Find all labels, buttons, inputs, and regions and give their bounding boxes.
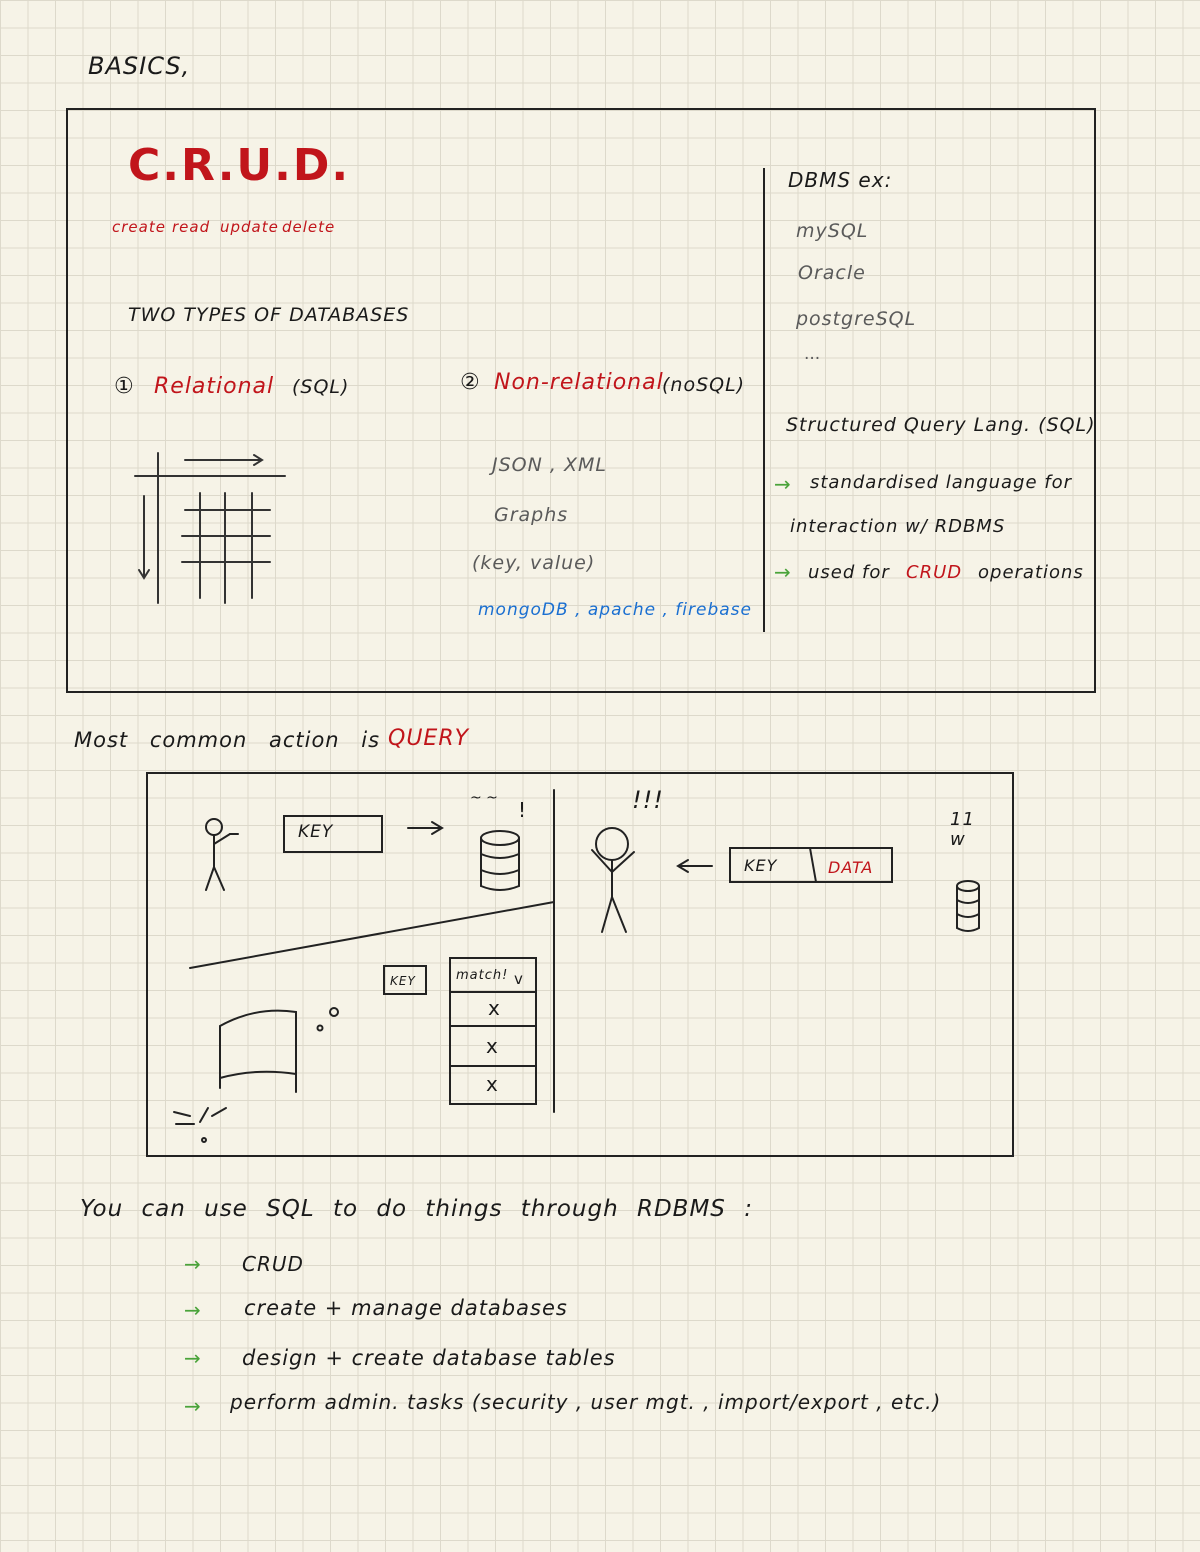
column-divider: [763, 168, 765, 632]
sql-bullet2-suffix: operations: [978, 562, 1084, 583]
usage-item-admin: perform admin. tasks (security , user mgt. , import/export , etc.): [230, 1390, 942, 1414]
nonrelational-paren: (noSQL): [662, 374, 746, 396]
nonrelational-item-graphs: Graphs: [494, 504, 569, 526]
crud-word-read: read: [172, 218, 211, 236]
arrow-icon: →: [184, 1252, 201, 1276]
usage-item-design: design + create database tables: [242, 1346, 616, 1370]
nonrelational-item-keyvalue: (key, value): [472, 552, 596, 574]
relational-paren: (SQL): [292, 376, 350, 398]
diagram-check: v: [514, 970, 523, 988]
relational-number: ①: [114, 374, 134, 399]
diagram-exclaim: !!!: [632, 786, 664, 814]
nonrelational-examples: mongoDB , apache , firebase: [478, 600, 752, 620]
dbms-item-ellipsis: ...: [804, 344, 821, 364]
usage-heading: You can use SQL to do things through RDBMS :: [80, 1196, 753, 1222]
sql-bullet2-crud: CRUD: [906, 562, 963, 583]
diagram-counter: 11 w: [950, 809, 975, 850]
nonrelational-label: Non-relational: [494, 370, 664, 395]
page-heading: BASICS,: [88, 52, 191, 80]
diagram-sleepy: ~ ~: [470, 790, 498, 806]
sql-bullet2-prefix: used for: [808, 562, 890, 583]
arrow-icon: →: [774, 472, 791, 496]
diagram-small-key: KEY: [390, 974, 416, 988]
dbms-item-postgresql: postgreSQL: [796, 308, 917, 330]
diagram-match-label: match!: [456, 968, 509, 983]
query-line-prefix: Most common action is: [74, 728, 381, 752]
usage-item-create-manage: create + manage databases: [244, 1296, 568, 1320]
diagram-mark-2: x: [486, 1034, 498, 1058]
sql-bullet1-line1: standardised language for: [810, 472, 1073, 493]
dbms-item-oracle: Oracle: [798, 262, 866, 284]
usage-item-crud: CRUD: [242, 1252, 304, 1276]
types-heading: TWO TYPES OF DATABASES: [128, 304, 410, 326]
nonrelational-item-json: JSON , XML: [492, 454, 607, 476]
diagram-data-label: DATA: [828, 858, 874, 877]
arrow-icon: →: [184, 1394, 201, 1418]
diagram-key-label: KEY: [298, 822, 334, 842]
table-sketch-icon: [130, 448, 290, 608]
diagram-mark-3: x: [486, 1072, 498, 1096]
arrow-icon: →: [184, 1298, 201, 1322]
sql-heading: Structured Query Lang. (SQL): [786, 414, 1096, 436]
relational-label: Relational: [154, 374, 275, 399]
nonrelational-number: ②: [460, 370, 480, 395]
diagram-mark-1: x: [488, 996, 500, 1020]
crud-word-delete: delete: [282, 218, 336, 236]
sql-bullet1-line2: interaction w/ RDBMS: [790, 516, 1006, 537]
diagram-key-in-record: KEY: [744, 856, 778, 875]
query-keyword: QUERY: [388, 726, 470, 751]
arrow-icon: →: [184, 1346, 201, 1370]
crud-word-update: update: [220, 218, 279, 236]
arrow-icon: →: [774, 560, 791, 584]
dbms-heading: DBMS ex:: [788, 168, 893, 192]
crud-title: C.R.U.D.: [128, 140, 351, 191]
query-diagram-sketch: [146, 772, 1012, 1156]
diagram-bang: !: [518, 798, 527, 822]
crud-word-create: create: [112, 218, 166, 236]
dbms-item-mysql: mySQL: [796, 220, 869, 242]
